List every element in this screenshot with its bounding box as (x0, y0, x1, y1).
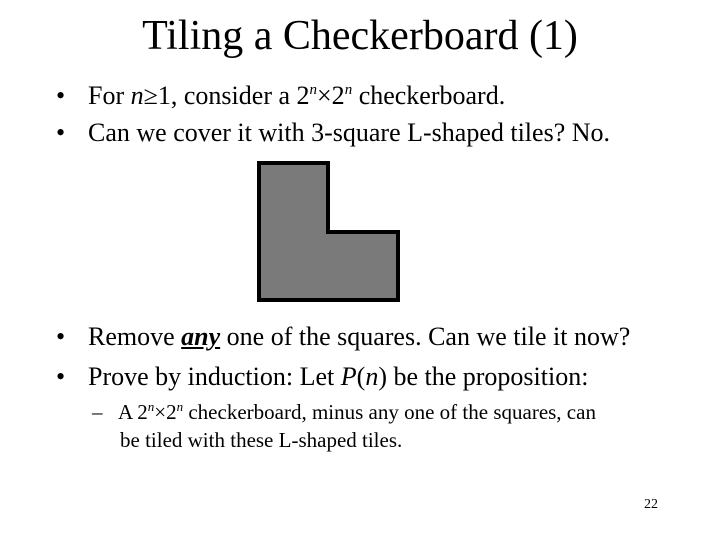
l-shaped-tile-figure (256, 160, 402, 309)
bullet-remove-square (56, 321, 630, 353)
bullet-checkerboard (56, 80, 505, 112)
page-number: 22 (644, 497, 658, 512)
l-shaped-tile (259, 163, 398, 300)
bullet-marker: • (56, 118, 66, 147)
bullet-text-pre: Remove (88, 322, 182, 351)
bullet-text-post: ) be the proposition: (378, 362, 589, 391)
exponent-n: n (344, 82, 353, 98)
bullet-text-pre: Prove by induction: Let (88, 362, 341, 391)
sub-text-pre: A 2 (118, 400, 148, 424)
paren-open: ( (356, 362, 366, 391)
bullet-marker: • (56, 362, 66, 391)
bullet-text: Can we cover it with 3-square L-shaped tiles? No. (88, 118, 611, 147)
bullet-induction (56, 361, 588, 393)
sub-bullet-line2: be tiled with these L-shaped tiles. (120, 428, 403, 452)
variable-p: P (340, 362, 357, 391)
sub-text-post: checkerboard, minus any one of the squares, can (183, 400, 596, 424)
emphasis-any: any (181, 322, 221, 351)
exponent-n: n (176, 399, 184, 414)
exponent-n: n (147, 399, 155, 414)
bullet-text-times: ×2 (317, 81, 345, 110)
bullet-text-post: checkerboard. (352, 81, 506, 110)
sub-bullet-line1 (92, 398, 692, 426)
variable-n: n (130, 81, 144, 110)
sub-bullet-proposition (92, 398, 692, 454)
bullet-text-pre: For (88, 81, 131, 110)
sub-bullet-marker: – (92, 400, 103, 424)
bullet-cover-question (56, 117, 610, 149)
bullet-text-ge: ≥1, consider a 2 (143, 81, 310, 110)
variable-n: n (365, 362, 379, 391)
bullet-marker: • (56, 322, 66, 351)
exponent-n: n (309, 82, 318, 98)
bullet-marker: • (56, 81, 66, 110)
l-shaped-tile-svg (256, 160, 402, 304)
sub-text-times: ×2 (154, 400, 177, 424)
slide-title: Tiling a Checkerboard (1) (142, 13, 578, 59)
bullet-text-post: one of the squares. Can we tile it now? (220, 322, 631, 351)
